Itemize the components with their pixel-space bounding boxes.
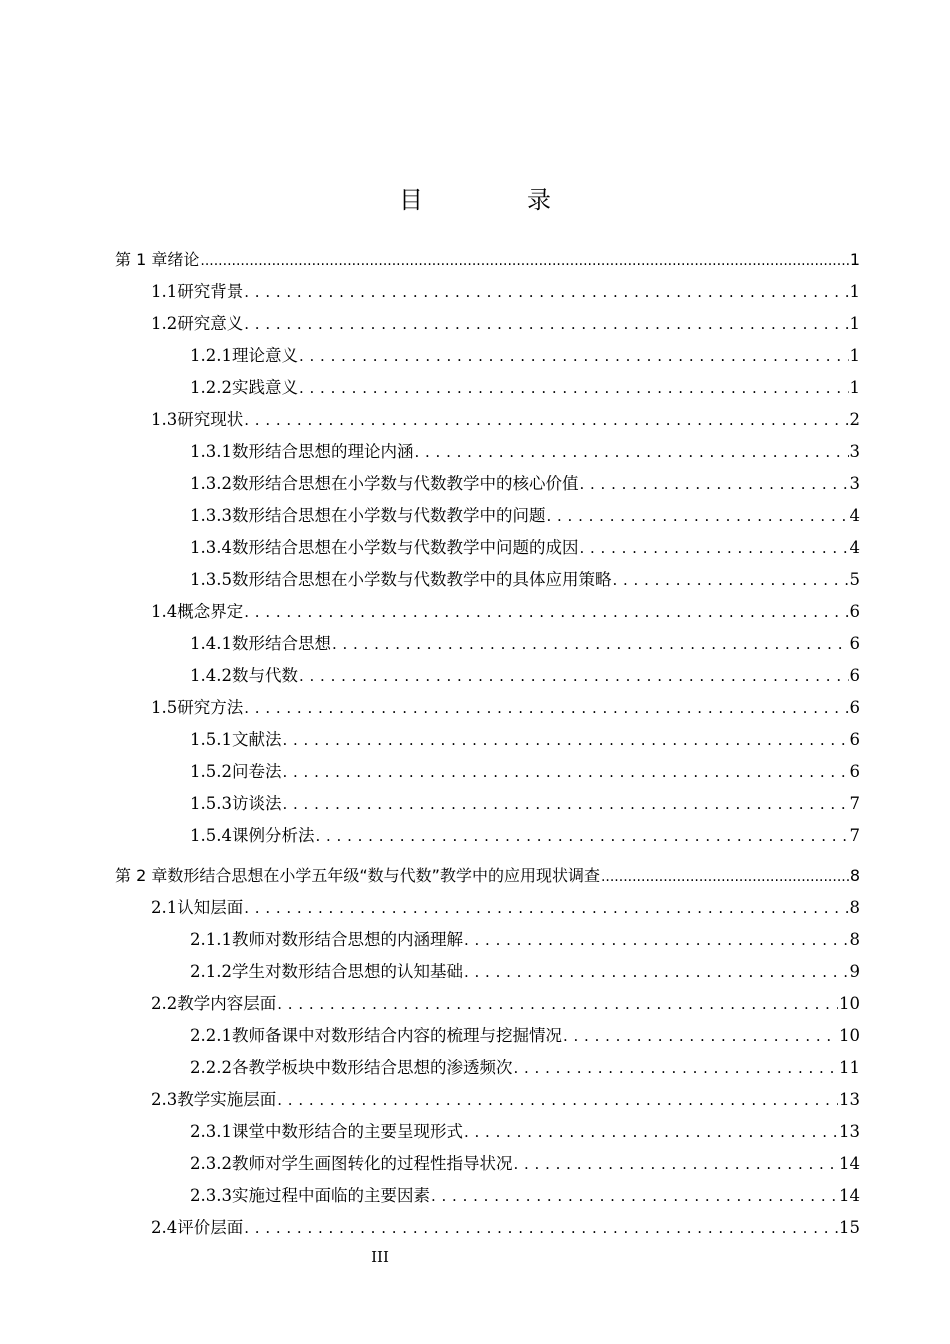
toc-entry-number: 2.4	[151, 1218, 178, 1237]
toc-entry-number: 1.2.2	[190, 378, 232, 397]
toc-dot-leader	[200, 244, 848, 277]
toc-entry[interactable]	[115, 1052, 860, 1084]
toc-entry-page: 15	[839, 1218, 860, 1237]
toc-entry-number: 2.2	[151, 994, 178, 1013]
toc-entry-number: 1.3.5	[190, 570, 232, 589]
toc-entry[interactable]	[115, 788, 860, 820]
toc-dot-leader	[244, 892, 848, 924]
toc-dot-leader	[282, 724, 848, 756]
toc-entry-page: 8	[849, 898, 860, 917]
toc-dot-leader	[563, 1020, 838, 1052]
toc-entry[interactable]	[115, 564, 860, 596]
toc-entry-label: 数形结合思想在小学数与代数教学中的核心价值	[231, 474, 579, 493]
toc-dot-leader	[244, 308, 848, 340]
toc-dot-leader	[299, 660, 849, 692]
toc-dot-leader	[332, 628, 849, 660]
toc-entry[interactable]	[115, 988, 860, 1020]
toc-dot-leader	[299, 340, 849, 372]
toc-entry-page: 1	[849, 346, 860, 365]
page-number-footer: III	[371, 1248, 389, 1266]
toc-entry-label: 实践意义	[231, 378, 298, 397]
toc-entry-number: 1.3.4	[190, 538, 232, 557]
toc-entry-number: 1.5.3	[190, 794, 232, 813]
toc-entry-label: 数形结合思想在小学数与代数教学中的问题	[231, 506, 546, 525]
toc-title: 目 录	[399, 186, 591, 214]
toc-dot-leader	[464, 924, 849, 956]
toc-dot-leader	[244, 596, 848, 628]
toc-entry-label: 数形结合思想在小学五年级“数与代数”教学中的应用现状调查	[167, 866, 600, 885]
toc-dot-leader	[579, 468, 848, 500]
toc-entry-page: 8	[849, 930, 860, 949]
toc-entry-label: 各教学板块中数形结合思想的渗透频次	[231, 1058, 513, 1077]
toc-entry-page: 2	[849, 410, 860, 429]
toc-dot-leader	[464, 956, 849, 988]
toc-entry-page: 7	[849, 794, 860, 813]
toc-entry-page: 10	[839, 994, 860, 1013]
toc-entry-page: 6	[849, 698, 860, 717]
toc-entry-number: 1.5.4	[190, 826, 232, 845]
toc-entry-label: 理论意义	[231, 346, 298, 365]
toc-dot-leader	[282, 788, 848, 820]
toc-entry-label: 数与代数	[231, 666, 298, 685]
toc-dot-leader	[277, 988, 838, 1020]
toc-entry-page: 8	[849, 866, 860, 885]
toc-entry[interactable]	[115, 244, 860, 276]
toc-entry-label: 数形结合思想在小学数与代数教学中的具体应用策略	[231, 570, 612, 589]
toc-entry-number: 1.4.1	[190, 634, 232, 653]
toc-entry-number: 2.1	[151, 898, 178, 917]
toc-entry-page: 6	[849, 666, 860, 685]
toc-entry[interactable]	[115, 892, 860, 924]
toc-entry-page: 14	[839, 1186, 860, 1205]
toc-entry-label: 访谈法	[231, 794, 282, 813]
toc-entry-number: 1.3.2	[190, 474, 232, 493]
toc-entry-page: 6	[849, 730, 860, 749]
toc-entry-page: 9	[849, 962, 860, 981]
toc-entry-label: 认知层面	[177, 898, 244, 917]
toc-entry[interactable]	[115, 1180, 860, 1212]
toc-dot-leader	[244, 276, 848, 308]
toc-entry[interactable]	[115, 500, 860, 532]
toc-entry[interactable]	[115, 924, 860, 956]
toc-entry[interactable]	[115, 820, 860, 852]
toc-entry-number: 1.3	[151, 410, 178, 429]
toc-entry-label: 数形结合思想	[231, 634, 331, 653]
toc-entry[interactable]	[115, 692, 860, 724]
toc-dot-leader	[513, 1052, 838, 1084]
toc-entry-number: 2.3.3	[190, 1186, 232, 1205]
toc-entry-number: 1.2	[151, 314, 178, 333]
toc-entry-number: 第 1 章	[115, 250, 168, 269]
toc-entry-page: 3	[849, 442, 860, 461]
toc-entry-label: 教学内容层面	[177, 994, 277, 1013]
toc-entry-page: 13	[839, 1122, 860, 1141]
toc-entry-label: 绪论	[167, 250, 200, 269]
toc-entry-label: 教师备课中对数形结合内容的梳理与挖掘情况	[231, 1026, 562, 1045]
toc-entry-label: 课堂中数形结合的主要呈现形式	[231, 1122, 463, 1141]
toc-dot-leader	[244, 404, 848, 436]
toc-entry-label: 研究现状	[177, 410, 244, 429]
toc-list	[115, 244, 860, 1244]
toc-entry-number: 2.3.2	[190, 1154, 232, 1173]
toc-entry-number: 1.4.2	[190, 666, 232, 685]
toc-entry-number: 1.2.1	[190, 346, 232, 365]
toc-entry-label: 教学实施层面	[177, 1090, 277, 1109]
toc-dot-leader	[431, 1180, 838, 1212]
toc-dot-leader	[546, 500, 848, 532]
toc-entry-page: 11	[839, 1058, 860, 1077]
toc-entry-page: 3	[849, 474, 860, 493]
toc-entry-number: 2.1.2	[190, 962, 232, 981]
toc-dot-leader	[282, 756, 848, 788]
toc-entry-page: 10	[839, 1026, 860, 1045]
toc-entry-label: 问卷法	[231, 762, 282, 781]
toc-entry-page: 4	[849, 506, 860, 525]
toc-entry[interactable]	[115, 308, 860, 340]
toc-entry[interactable]	[115, 276, 860, 308]
toc-dot-leader	[414, 436, 848, 468]
toc-entry-number: 2.2.1	[190, 1026, 232, 1045]
toc-dot-leader	[464, 1116, 838, 1148]
toc-entry-page: 6	[849, 602, 860, 621]
toc-entry[interactable]	[115, 628, 860, 660]
toc-entry-page: 1	[849, 282, 860, 301]
toc-entry-page: 1	[849, 314, 860, 333]
toc-entry-label: 实施过程中面临的主要因素	[231, 1186, 430, 1205]
toc-entry-number: 1.5.1	[190, 730, 232, 749]
toc-entry-number: 1.5.2	[190, 762, 232, 781]
toc-entry-page: 6	[849, 762, 860, 781]
toc-entry[interactable]	[115, 724, 860, 756]
toc-entry-label: 研究意义	[177, 314, 244, 333]
toc-entry[interactable]	[115, 660, 860, 692]
toc-entry[interactable]	[115, 956, 860, 988]
toc-dot-leader	[244, 1212, 838, 1244]
toc-entry-page: 13	[839, 1090, 860, 1109]
toc-entry-label: 教师对数形结合思想的内涵理解	[231, 930, 463, 949]
toc-entry-page: 7	[849, 826, 860, 845]
toc-entry-label: 教师对学生画图转化的过程性指导状况	[231, 1154, 513, 1173]
toc-entry-number: 第 2 章	[115, 866, 168, 885]
toc-entry-label: 研究背景	[177, 282, 244, 301]
toc-entry-label: 评价层面	[177, 1218, 244, 1237]
toc-dot-leader	[612, 564, 848, 596]
toc-entry-page: 14	[839, 1154, 860, 1173]
toc-dot-leader	[579, 532, 848, 564]
toc-entry-number: 1.1	[151, 282, 178, 301]
toc-entry[interactable]	[115, 404, 860, 436]
toc-entry-label: 数形结合思想的理论内涵	[231, 442, 414, 461]
toc-dot-leader	[299, 372, 849, 404]
toc-entry-number: 2.3.1	[190, 1122, 232, 1141]
toc-dot-leader	[277, 1084, 838, 1116]
toc-entry[interactable]	[115, 436, 860, 468]
toc-dot-leader	[244, 692, 848, 724]
toc-entry-number: 1.4	[151, 602, 178, 621]
toc-entry[interactable]	[115, 340, 860, 372]
toc-dot-leader	[315, 820, 848, 852]
toc-entry[interactable]	[115, 1020, 860, 1052]
toc-entry-label: 概念界定	[177, 602, 244, 621]
toc-entry-number: 2.3	[151, 1090, 178, 1109]
toc-entry[interactable]	[115, 532, 860, 564]
toc-entry[interactable]	[115, 372, 860, 404]
toc-entry-label: 课例分析法	[231, 826, 315, 845]
toc-entry-number: 1.3.3	[190, 506, 232, 525]
toc-entry[interactable]	[115, 1148, 860, 1180]
toc-entry-number: 1.5	[151, 698, 178, 717]
toc-entry[interactable]	[115, 1084, 860, 1116]
toc-entry-number: 2.2.2	[190, 1058, 232, 1077]
toc-entry-number: 2.1.1	[190, 930, 232, 949]
toc-entry-label: 学生对数形结合思想的认知基础	[231, 962, 463, 981]
toc-entry-page: 4	[849, 538, 860, 557]
toc-entry[interactable]	[115, 596, 860, 628]
toc-dot-leader	[601, 860, 849, 893]
toc-entry-number: 1.3.1	[190, 442, 232, 461]
toc-entry-label: 数形结合思想在小学数与代数教学中问题的成因	[231, 538, 579, 557]
toc-entry-page: 6	[849, 634, 860, 653]
toc-dot-leader	[513, 1148, 838, 1180]
toc-entry-page: 1	[849, 250, 860, 269]
toc-entry-label: 研究方法	[177, 698, 244, 717]
toc-entry-label: 文献法	[231, 730, 282, 749]
toc-entry[interactable]	[115, 1116, 860, 1148]
toc-entry-page: 5	[849, 570, 860, 589]
toc-entry[interactable]	[115, 1212, 860, 1244]
toc-entry[interactable]	[115, 756, 860, 788]
toc-entry[interactable]	[115, 860, 860, 892]
toc-entry[interactable]	[115, 468, 860, 500]
toc-entry-page: 1	[849, 378, 860, 397]
